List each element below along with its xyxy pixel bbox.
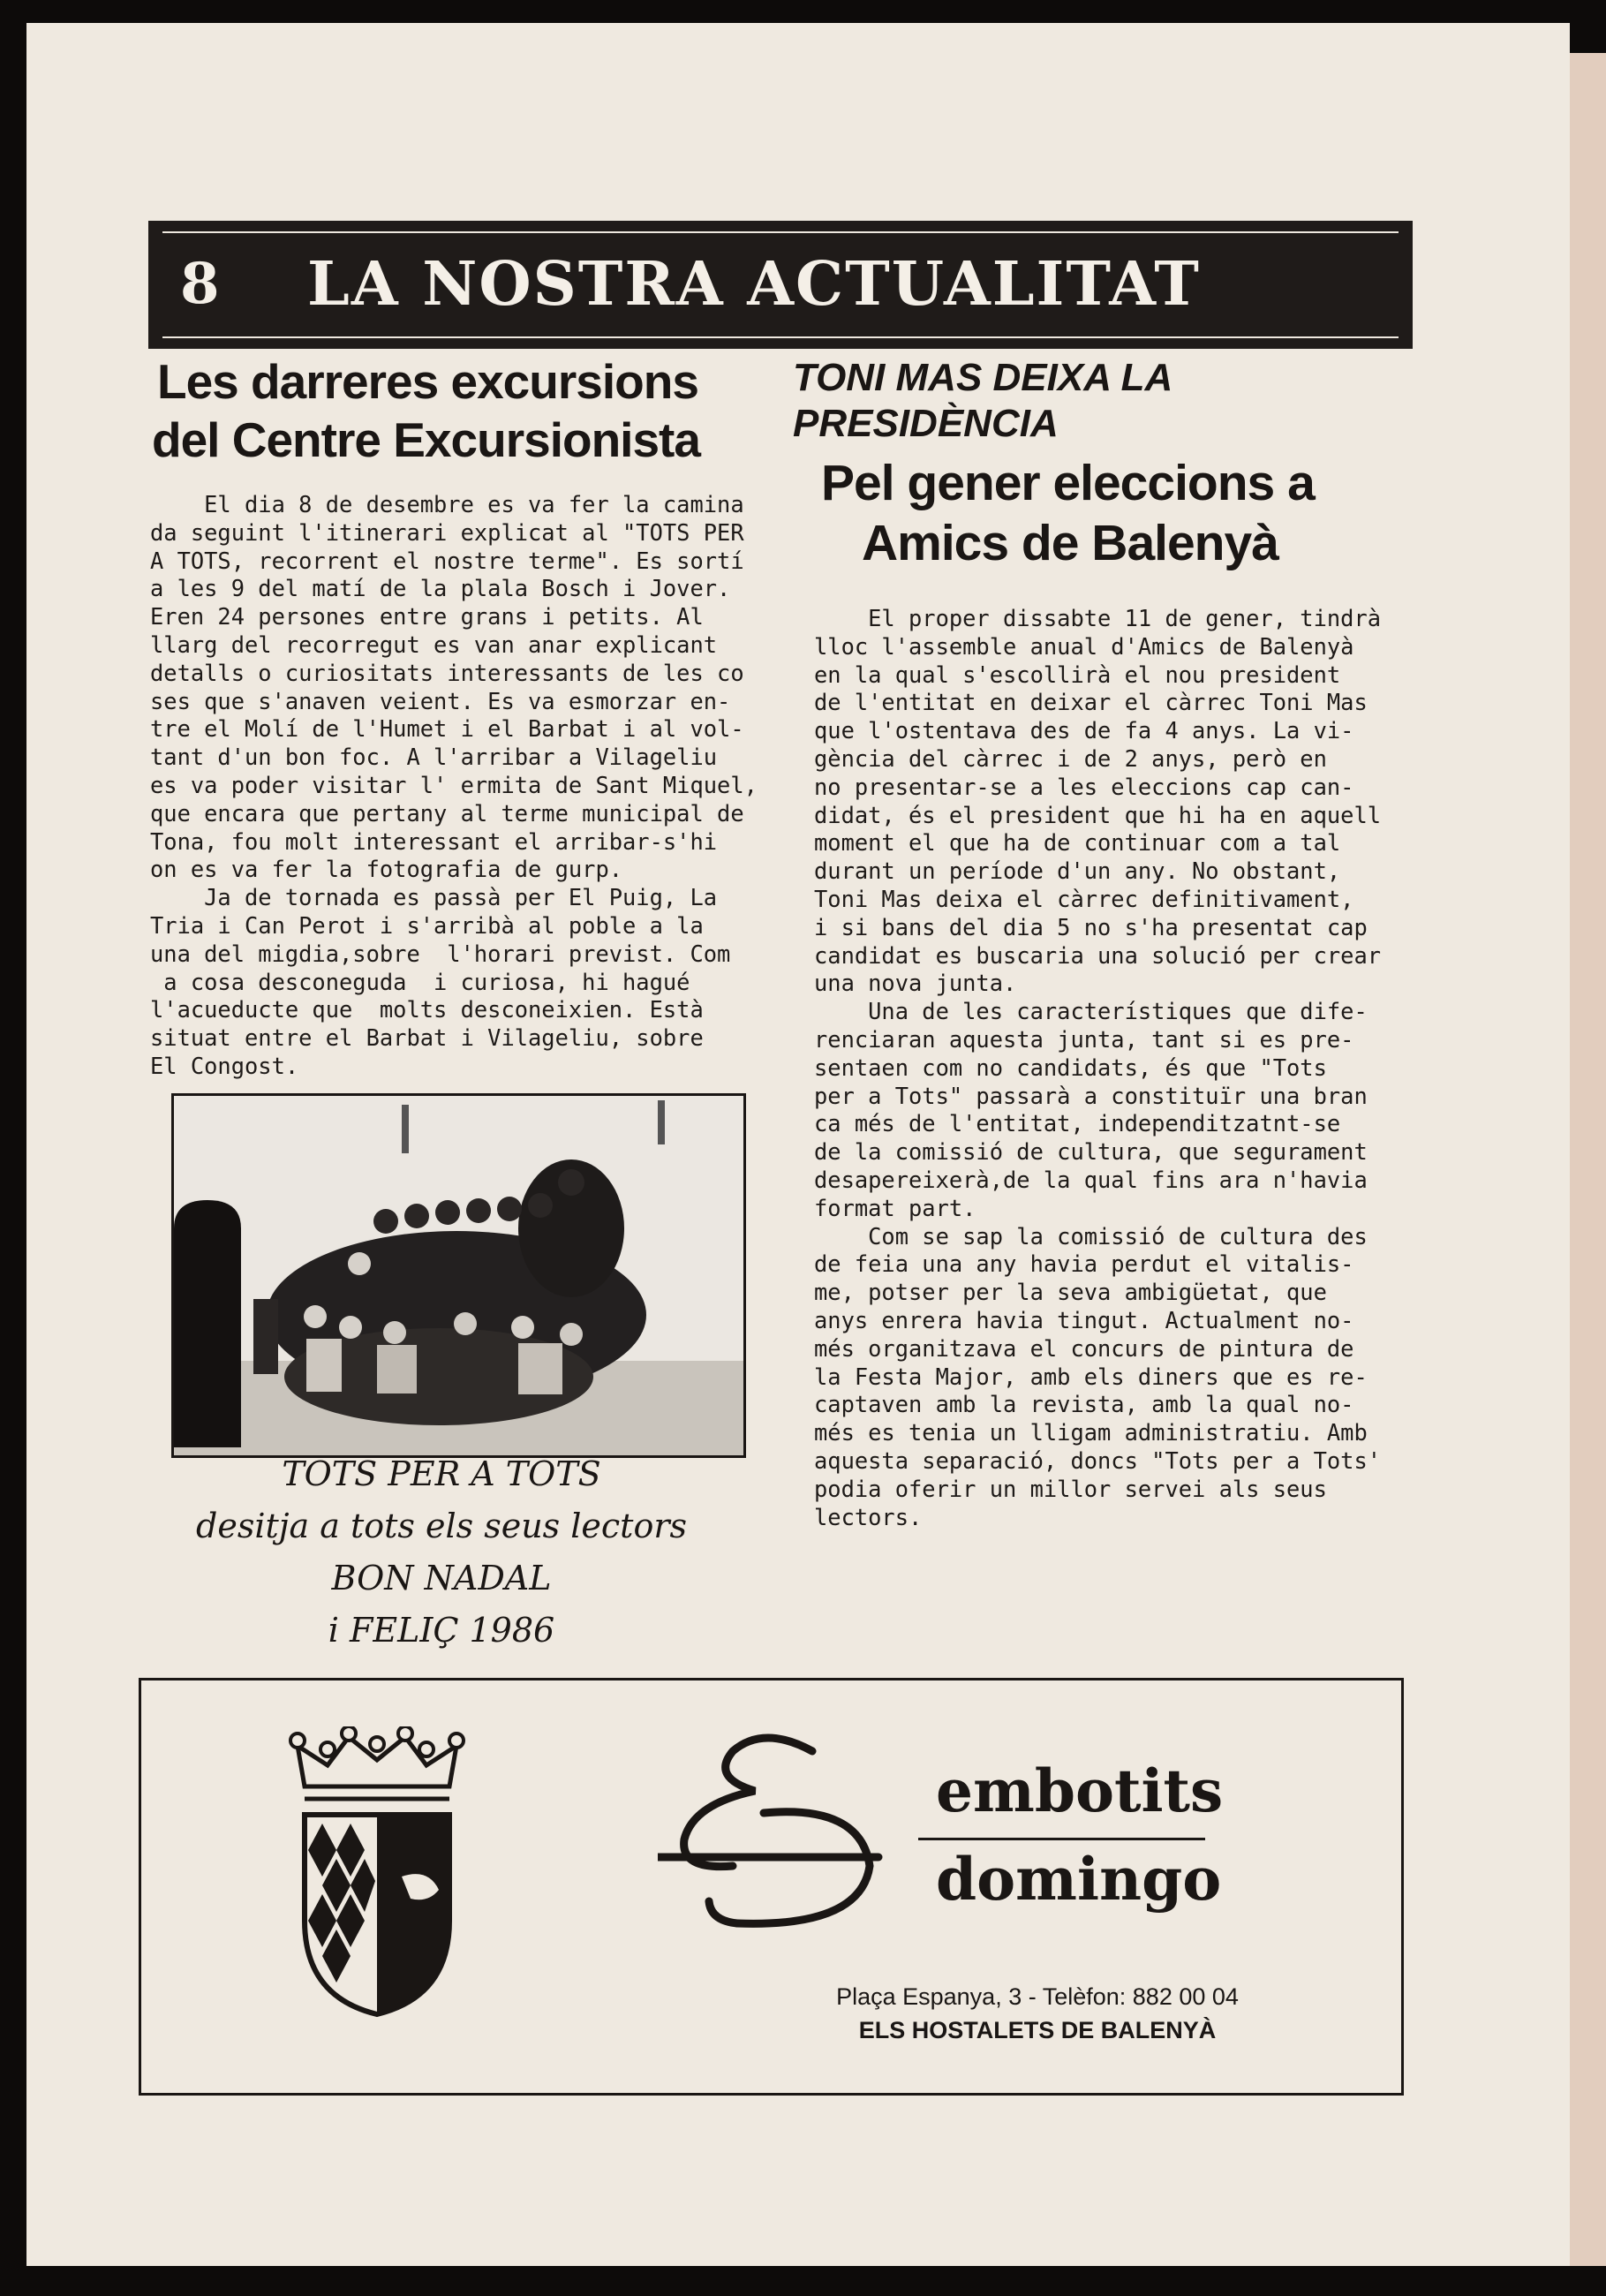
christmas-greeting [159, 1448, 724, 1657]
left-article-body: El dia 8 de desembre es va fer la camina da seguint l'itinerari explicat al "TOTS PER A TOTS, recorrent el nostre terme". Es sortí a les 9 del matí de la plala Bosch i Jover. Eren 24 persones entre grans i petits. Al llarg del recorregut es van anar explicant detalls o curiositats interessants de les co ses que s'anaven veient. Es va esmorzar en- tre el Molí de l'Humet i el Barbat i al vol- tant d'un bon foc. A l'arribar a Vilageliu es va poder visitar l' ermita de Sant Miquel, que encara que pertany al terme municipal de Tona, fou molt interessant el arribar-s'hi on es va fer la fotografia de gurp. Ja de tornada es passà per El Puig, La Tria i Can Perot i s'arribà al poble a la una del migdia,sobre l'horari previst. Com a cosa desconeguda i curiosa, hi hagué l'acueducte que molts desconeixien. Està situat entre el Barbat i Vilageliu, sobre El Congost. [150, 491, 758, 1079]
ad-address: Plaça Espanya, 3 - Telèfon: 882 00 04 [836, 1983, 1239, 2010]
right-headline-line2: Amics de Balenyà [862, 515, 1278, 571]
ad-town: ELS HOSTALETS DE BALENYÀ [858, 2017, 1217, 2043]
ad-brand-line2: domingo [936, 1845, 1222, 1914]
ed-monogram-icon [658, 1716, 923, 1937]
group-photo [171, 1093, 746, 1458]
right-kicker-line1: TONI MAS DEIXA LA [793, 356, 1173, 399]
greeting-line3: BON NADAL [331, 1559, 552, 1597]
group-photo-image [174, 1096, 743, 1455]
left-headline-line1: Les darreres excursions [157, 354, 698, 409]
greeting-line2: desitja a tots els seus lectors [196, 1507, 687, 1545]
right-headline-line1: Pel gener eleccions a [821, 455, 1315, 511]
section-header [148, 221, 1413, 349]
header-rule-top [162, 231, 1399, 233]
page-spine [1570, 53, 1606, 2266]
advertisement [139, 1678, 1404, 2096]
header-rule-bottom [162, 336, 1399, 338]
left-headline-line2: del Centre Excursionista [152, 412, 700, 467]
page-number: 8 [180, 251, 220, 317]
ad-brand-divider [918, 1838, 1205, 1840]
ad-brand-line1: embotits [936, 1756, 1224, 1825]
greeting-line4: i FELIÇ 1986 [328, 1611, 555, 1650]
right-article-body: El proper dissabte 11 de gener, tindrà lloc l'assemble anual d'Amics de Balenyà en la qual s'escollirà el nou president de l'entitat en deixar el càrrec Toni Mas que l'ostentava des de fa 4 anys. La vi- gència del càrrec i de 2 anys, però en no presentar-se a les eleccions cap can- didat, és el president que hi ha en aquell moment el que ha de continuar com a tal durant un període d'un any. No obstant, Toni Mas deixa el càrrec definitivament, i si bans del dia 5 no s'ha presentat cap candidat es buscaria una solució per crear una nova junta. Una de les característiques que dife- renciaran aquesta junta, tant si es pre- sentaen com no candidats, és que "Tots per a Tots" passarà a constituïr una bran ca més de l'entitat, independitzatnt-se de la comissió de cultura, que segurament desapereixerà,de la qual fins ara n'havia format part. Com se sap la comissió de cultura des de feia una any havia perdut el vitalis- me, potser per la seva ambigüetat, que anys enrera havia tingut. Actualment no- més organitzava el concurs de pintura de la Festa Major, amb els diners que es re- captaven amb la revista, amb la qual no- més es tenia un lligam administratiu. Amb aquesta separació, doncs "Tots per a Tots' podia oferir un millor servei als seus lectors. [814, 605, 1382, 1530]
right-kicker-line2: PRESIDÈNCIA [793, 402, 1059, 445]
coat-of-arms-icon [287, 1726, 468, 2018]
greeting-line1: TOTS PER A TOTS [282, 1454, 601, 1493]
section-title: LA NOSTRA ACTUALITAT [307, 249, 1201, 320]
